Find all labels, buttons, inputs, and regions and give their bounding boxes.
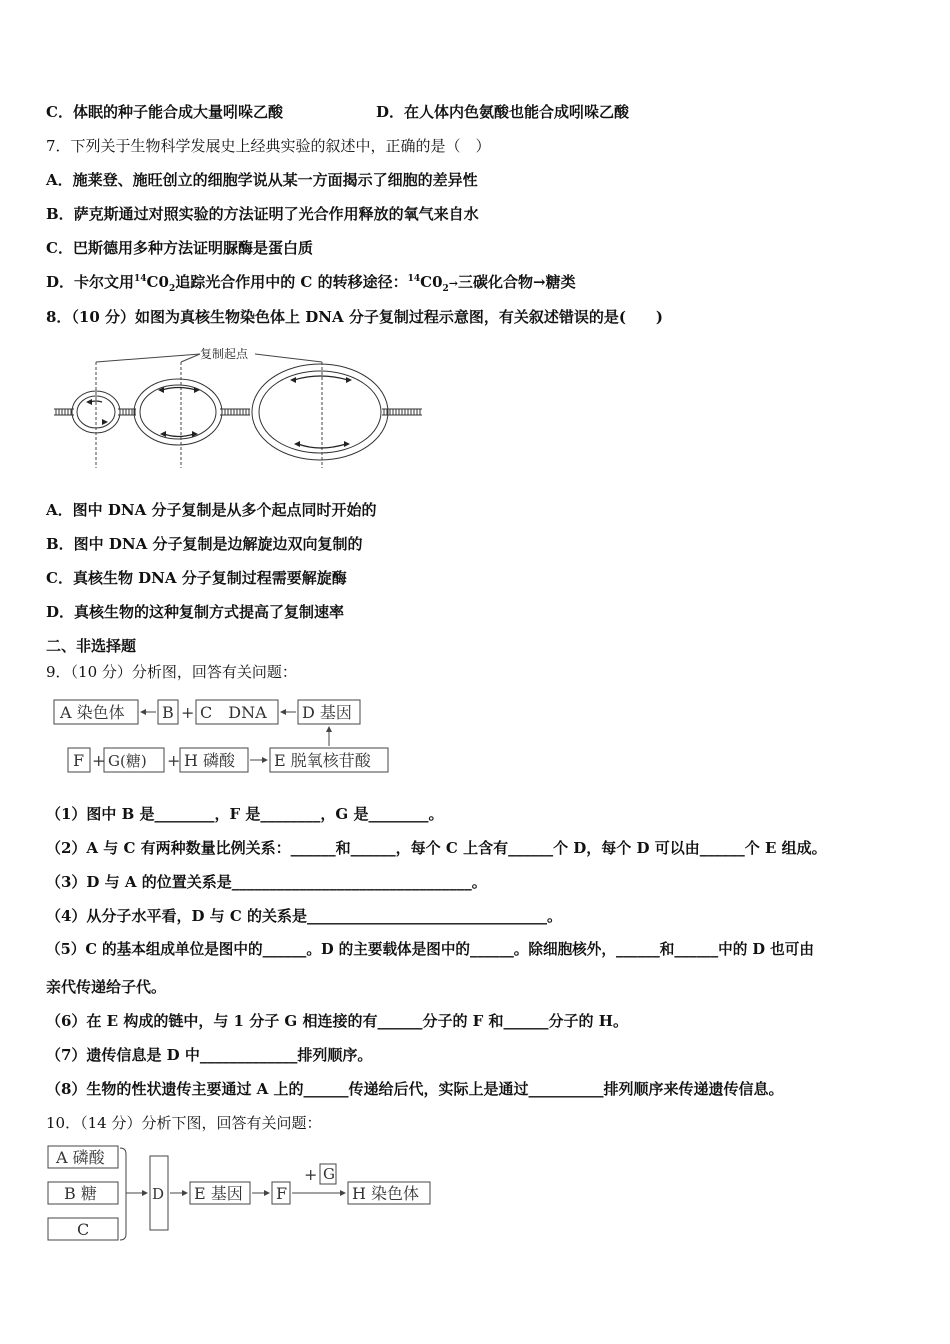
q9-sub-1: （1）图中 B 是________，F 是________，G 是________。 [46, 805, 444, 823]
q10-box-b: B 糖 [64, 1184, 97, 1203]
q10-box-e: E 基因 [194, 1184, 243, 1203]
q7-d-sub1: 2 [168, 284, 176, 294]
q10-box-h: H 染色体 [352, 1184, 420, 1203]
q10-box-f: F [276, 1184, 288, 1203]
q10-box-g: G [323, 1165, 335, 1183]
q9-plus-3: + [167, 751, 181, 770]
q10-box-c: C [77, 1220, 90, 1239]
q9-box-f: F [73, 751, 85, 770]
dna-replication-diagram [50, 340, 430, 472]
q10-stem: 10．（14 分）分析下图，回答有关问题： [46, 1114, 322, 1132]
q7-d-sup2: 14 [407, 274, 421, 284]
q9-plus-2: + [92, 751, 106, 770]
q9-plus-1: + [181, 703, 195, 722]
section-2-heading: 二、非选择题 [46, 637, 137, 655]
q7-d-end: 三碳化合物→糖类 [458, 273, 576, 291]
q9-sub-3: （3）D 与 A 的位置关系是________________________________。 [46, 873, 487, 891]
q9-box-b: B [162, 703, 174, 722]
q7-d-arrow: → [448, 277, 458, 290]
q6-option-c: C．体眠的种子能合成大量吲哚乙酸 [46, 103, 283, 121]
q9-sub-6: （6）在 E 构成的链中，与 1 分子 G 相连接的有______分子的 F 和______分子的 H。 [46, 1012, 628, 1030]
q7-option-c: C．巴斯德用多种方法证明脲酶是蛋白质 [46, 239, 313, 257]
q9-box-h: H 磷酸 [184, 751, 236, 770]
q7-stem: 7．下列关于生物科学发展史上经典实验的叙述中，正确的是（ ） [46, 137, 491, 155]
q9-sub-2: （2）A 与 C 有两种数量比例关系：______和______，每个 C 上含有______个 D，每个 D 可以由______个 E 组成。 [46, 839, 827, 857]
q8-option-a: A．图中 DNA 分子复制是从多个起点同时开始的 [46, 501, 377, 519]
q10-box-d: D [152, 1185, 165, 1203]
q7-d-sup1: 14 [134, 274, 147, 284]
q9-concept-diagram [50, 694, 400, 778]
q7-option-d [46, 272, 576, 294]
q8-option-b: B．图中 DNA 分子复制是边解旋边双向复制的 [46, 535, 363, 553]
q7-d-sub2: 2 [442, 284, 449, 294]
q10-box-a: A 磷酸 [56, 1148, 105, 1167]
q9-box-e: E 脱氧核苷酸 [274, 751, 371, 770]
q8-stem: 8．（10 分）如图为真核生物染色体上 DNA 分子复制过程示意图，有关叙述错误的是( ) [46, 308, 664, 326]
q9-sub-5a: （5）C 的基本组成单位是图中的______。D 的主要载体是图中的______。除细胞核外，______和______中的 D 也可由 [46, 941, 814, 958]
q7-d-prefix: D．卡尔文用 [46, 273, 135, 291]
q7-option-a: A．施莱登、施旺创立的细胞学说从某一方面揭示了细胞的差异性 [46, 171, 478, 189]
q9-sub-5b: 亲代传递给子代。 [46, 978, 167, 996]
q7-d-mid3: C0 [420, 273, 443, 291]
q9-box-g: G(糖) [108, 752, 147, 770]
q9-sub-4: （4）从分子水平看，D 与 C 的关系是________________________________。 [46, 907, 563, 925]
q7-d-mid1: C0 [146, 273, 169, 291]
replication-origin-label: 复制起点 [200, 347, 249, 361]
q7-d-mid2: 追踪光合作用中的 C 的转移途径： [175, 273, 408, 291]
q9-box-c: C DNA [200, 703, 267, 722]
q7-option-b: B．萨克斯通过对照实验的方法证明了光合作用释放的氧气来自水 [46, 205, 479, 223]
q8-option-d: D．真核生物的这种复制方式提高了复制速率 [46, 603, 345, 621]
q10-plus: + [304, 1165, 318, 1184]
q9-stem: 9．（10 分）分析图，回答有关问题： [46, 663, 297, 681]
q10-concept-diagram [44, 1144, 434, 1246]
q9-sub-7: （7）遗传信息是 D 中_____________排列顺序。 [46, 1046, 373, 1064]
q9-sub-8: （8）生物的性状遗传主要通过 A 上的______传递给后代，实际上是通过__________排列顺序来传递遗传信息。 [46, 1080, 784, 1098]
q6-option-d: D．在人体内色氨酸也能合成吲哚乙酸 [376, 103, 630, 121]
q9-box-d: D 基因 [302, 703, 352, 722]
q8-option-c: C．真核生物 DNA 分子复制过程需要解旋酶 [46, 569, 347, 587]
q9-box-a: A 染色体 [60, 703, 125, 722]
